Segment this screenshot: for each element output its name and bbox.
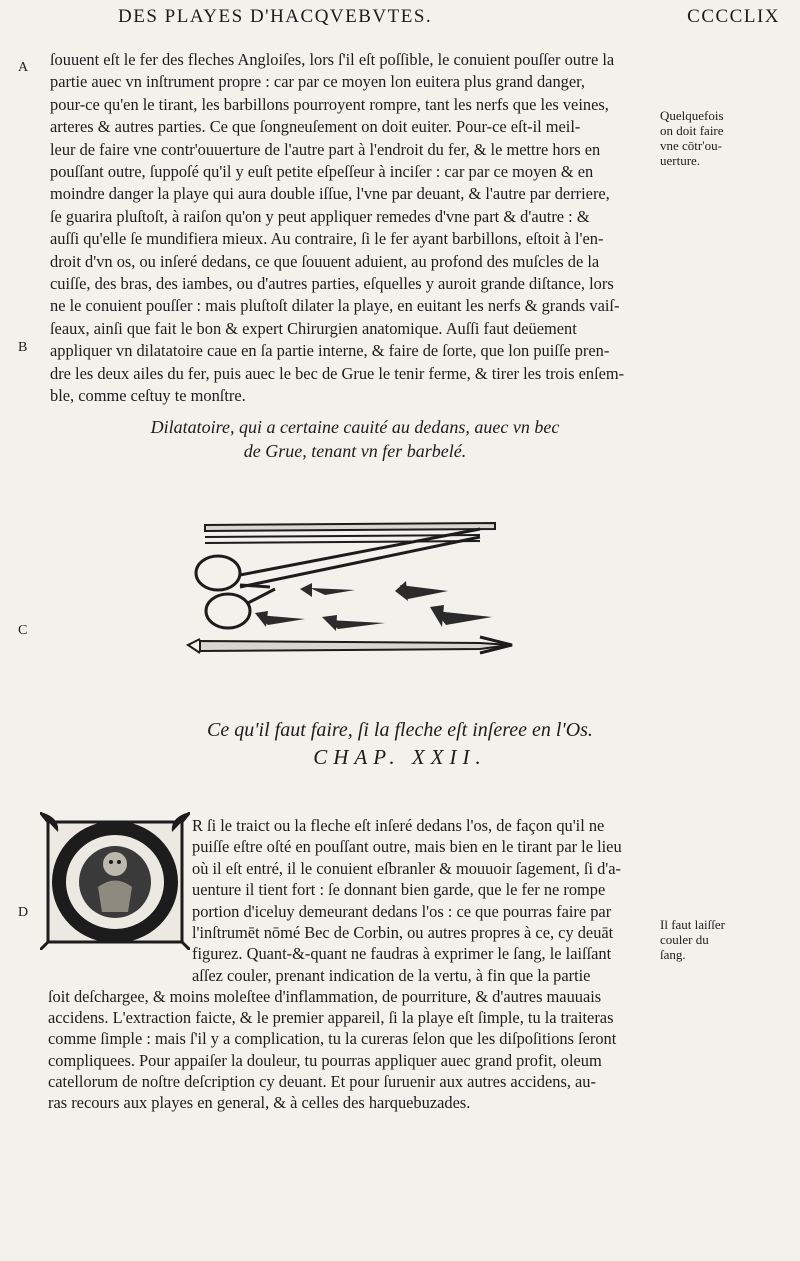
chapter-number: CHAP. XXII. <box>313 745 487 769</box>
side-note-line: Quelquefois <box>660 108 724 123</box>
text-line: leur de faire vne contr'ouuerture de l'autre part à l'endroit du fer, & le mettre hors en <box>50 139 601 159</box>
text-line: catellorum de noſtre deſcription cy deuant. Et pour ſuruenir aux autres accidens, au- <box>48 1071 596 1091</box>
paragraph-os-indented <box>192 815 657 986</box>
text-line: pour-ce qu'en le tirant, les barbillons pourroyent rompre, tant les nerfs que les veines, <box>50 94 609 114</box>
text-line: pouſſant outre, ſuppoſé qu'il y euſt petite eſpeſſeur à inciſer : car par ce moyen & en <box>50 162 594 182</box>
arrow-shaft <box>200 641 510 651</box>
text-line: figurez. Quant-&-quant ne faudras à exprimer le ſang, le laiſſant <box>192 944 612 964</box>
text-line: R ſi le traict ou la fleche eſt inſeré dedans l'os, de façon qu'il ne <box>192 816 605 835</box>
text-line: portion d'iceluy demeurant dedans l'os : ce que pourras faire par <box>192 901 612 921</box>
paragraph-os-full <box>48 986 658 1113</box>
running-head: DES PLAYES D'HACQVEBVTES. <box>118 6 433 27</box>
dilatator-illustration <box>180 515 520 665</box>
caption-line: de Grue, tenant vn fer barbelé. <box>243 441 467 461</box>
text-line: ras recours aux playes en general, & à celles des harquebuzades. <box>48 1093 471 1113</box>
side-note-line: ſang. <box>660 947 686 962</box>
text-line: où il eſt entré, il le conuient eſbranler & mouuoir ſagement, ſi d'a- <box>192 858 621 878</box>
text-line: appliquer vn dilatatoire caue en ſa partie interne, & faire de ſorte, que lon puiſſe pren- <box>50 341 610 361</box>
side-note-sang <box>660 917 790 962</box>
barbed-arrowheads <box>255 581 492 631</box>
side-note-line: Il faut laiſſer <box>660 917 725 932</box>
text-line: moindre danger la playe qui aura double iſſue, l'vne par deuant, & l'autre par derriere, <box>50 184 610 204</box>
page-header <box>60 6 780 34</box>
side-note-line: couler du <box>660 932 709 947</box>
text-line: partie auec vn inſtrument propre : car par ce moyen lon euitera plus grand danger, <box>50 72 586 92</box>
text-line: ſoit deſchargee, & moins moleſtee d'inflammation, de pourriture, & d'autres mauuais <box>48 987 602 1006</box>
side-note-line: on doit faire <box>660 123 724 138</box>
finger-ring-lower <box>206 594 250 628</box>
side-note-contre-ouverture <box>660 108 790 168</box>
caption-line: Dilatatoire, qui a certaine cauité au dedans, auec vn bec <box>150 417 560 437</box>
chapter-title: Ce qu'il faut faire, ſi la fleche eſt inſeree en l'Os. <box>207 719 593 741</box>
side-note-line: vne cōtr'ou- <box>660 138 722 153</box>
text-line: droit d'vn os, ou inſeré dedans, ce que ſouuent aduient, au profond des muſcles de la <box>50 251 600 271</box>
dilatator-arm-lower <box>240 537 480 587</box>
text-line: l'inſtrumēt nōmé Bec de Corbin, ou autres propres à ce, cy deuāt <box>192 923 614 943</box>
text-line: dre les deux ailes du fer, puis auec le bec de Grue le tenir ferme, & tirer les trois enſem- <box>50 363 625 383</box>
text-line: comme ſimple : mais ſ'il y a complication, tu la cureras ſelon que les diſpoſitions ſeront <box>48 1029 617 1049</box>
text-line: ſeaux, ainſi que fait le bon & expert Chirurgien anatomique. Auſſi faut deüement <box>50 318 577 338</box>
text-line: puiſſe eſtre oſté en pouſſant outre, mais bien en le tirant par le lieu <box>192 837 622 857</box>
text-line: ſe guarira pluſtoſt, à raiſon qu'on y peut appliquer remedes d'vne part & d'autre : & <box>50 206 590 226</box>
margin-letter-a: A <box>18 60 29 75</box>
finger-ring-upper <box>196 556 240 590</box>
text-line: aſſez couler, prenant indication de la vertu, à fin que la partie <box>192 965 591 985</box>
text-line: cuiſſe, des bras, des iambes, ou d'autres parties, eſquelles y auroit grande diſtance, lors <box>50 274 614 294</box>
arrowhead-5 <box>435 611 492 625</box>
paragraph-dilatation <box>50 49 656 408</box>
arrowhead-1 <box>310 588 355 595</box>
ornamental-initial-o <box>40 812 190 950</box>
text-line: arteres & autres parties. Ce que ſongneuſement on doit euiter. Pour-ce eſt-il meil- <box>50 117 581 137</box>
side-note-line: uerture. <box>660 153 701 168</box>
text-line: uenture il tient fort : ſe donnant bien garde, que le fer ne rompe <box>192 880 606 900</box>
text-line: accidens. L'extraction faicte, & le premier appareil, ſi la playe eſt ſimple, tu la traiteras <box>48 1008 614 1028</box>
text-line: auſſi qu'elle ſe mundifiera mieux. Au contraire, ſi le fer ayant barbillons, eſtoit à l'en- <box>50 229 604 249</box>
margin-letter-c: C <box>18 623 28 638</box>
figure-caption <box>120 415 590 463</box>
text-line: ſouuent eſt le fer des fleches Angloiſes, lors ſ'il eſt poſſible, le conuient pouſſer outre la <box>50 50 615 69</box>
margin-letter-b: B <box>18 340 28 355</box>
text-line: ble, comme ceſtuy te monſtre. <box>50 386 246 406</box>
long-rod-top <box>205 523 495 531</box>
folio-number: CCCCLIX <box>687 6 780 27</box>
text-line: ne le conuient pouſſer : mais pluſtoſt dilater la playe, en euitant les nerfs & grands vaiſ- <box>50 296 620 316</box>
margin-letter-d: D <box>18 905 29 920</box>
text-line: compliquees. Pour appaiſer la douleur, tu pourras appliquer auec grand profit, oleum <box>48 1050 602 1070</box>
